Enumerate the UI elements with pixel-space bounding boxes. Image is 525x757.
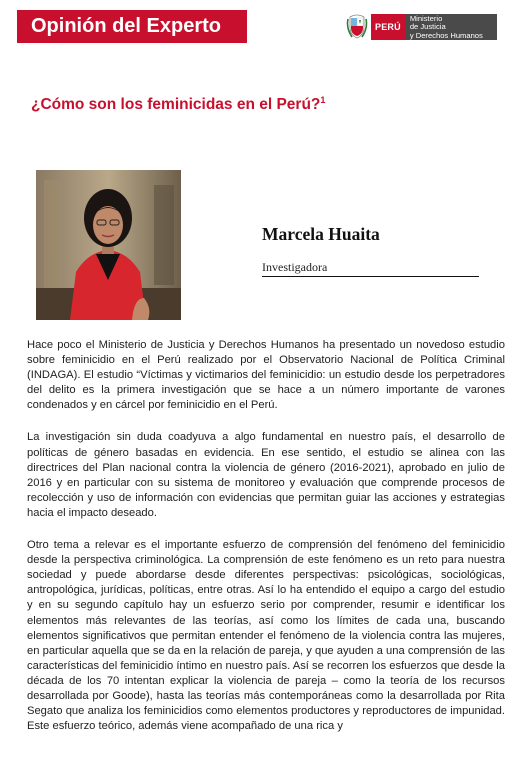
ministry-name xyxy=(405,14,497,40)
author-name: Marcela Huaita xyxy=(262,224,380,244)
author-portrait-photo xyxy=(36,170,181,320)
body-paragraph: Otro tema a relevar es el importante esfuerzo de comprensión del fenómeno del feminicidio desde la perspectiva criminológica. La comprensión de este fenómeno es un reto para nuestra sociedad y puede abordarse desde diferentes perspectivas: psicológicas, sociológicas, antropológica, jurídicas, políticas, entre otras. Así lo ha entendido el equipo a cargo del estudio y en su segundo capítulo hay un esfuerzo serio por comprender, resumir e identificar los elementos más relevantes de las teorías, así como los límites de cada una, buscando elementos significativos que permitan entender el fenómeno de la violencia contra las mujeres, en particular aquella que se da en la relación de pareja, y que ayuden a una comprensión de las características del feminicidio íntimo en nuestro país. Así se recorren los esfuerzos que desde la década de los 70 intentan explicar la violencia de pareja – como la teoría de los recursos desarrollada por Goode), hasta las teorías más contemporáneas como la desarrollada por Rita Segato que analiza los feminicidios como elementos productores y reproductores de impunidad. Este esfuerzo teórico, además viene acompañado de una rica y xyxy=(27,539,505,733)
country-label: PERÚ xyxy=(371,14,405,40)
article-body xyxy=(27,338,505,751)
author-portrait-icon xyxy=(36,170,181,320)
footnote-mark: 1 xyxy=(320,95,326,105)
ministry-line: de Justicia xyxy=(409,22,446,32)
ministry-logo xyxy=(346,12,497,42)
body-paragraph: Hace poco el Ministerio de Justicia y Derechos Humanos ha presentado un novedoso estudio sobre feminicidio en el Perú realizado por el Observatorio Nacional de Política Criminal (INDAGA). El estudio “Víctimas y victimarios del feminicidio: un estudio desde los perpetradores del delito es la primera investigación que se hace a un número importante de varones condenados y en cárcel por feminicidio en el Perú. xyxy=(27,339,505,412)
author-role: Investigadora xyxy=(262,260,479,277)
article-title xyxy=(31,95,325,114)
ministry-line: Ministerio xyxy=(409,14,443,23)
section-banner: Opinión del Experto xyxy=(17,10,247,43)
body-paragraph: La investigación sin duda coadyuva a algo fundamental en nuestro país, el desarrollo de políticas de género basadas en evidencia. En ese sentido, el estudio se alinea con las directrices del Plan nacional contra la violencia de género (2016-2021), aprobado en julio de 2016 y en particular con su sistema de monitoreo y evaluación que comprende procesos de recolección y uso de información con evidencias que permitan guiar las acciones y estrategias hacia el impacto deseado. xyxy=(27,431,505,519)
coat-of-arms-icon xyxy=(346,14,368,40)
ministry-line: y Derechos Humanos xyxy=(409,30,483,40)
article-title-text: ¿Cómo son los feminicidas en el Perú? xyxy=(31,96,321,114)
